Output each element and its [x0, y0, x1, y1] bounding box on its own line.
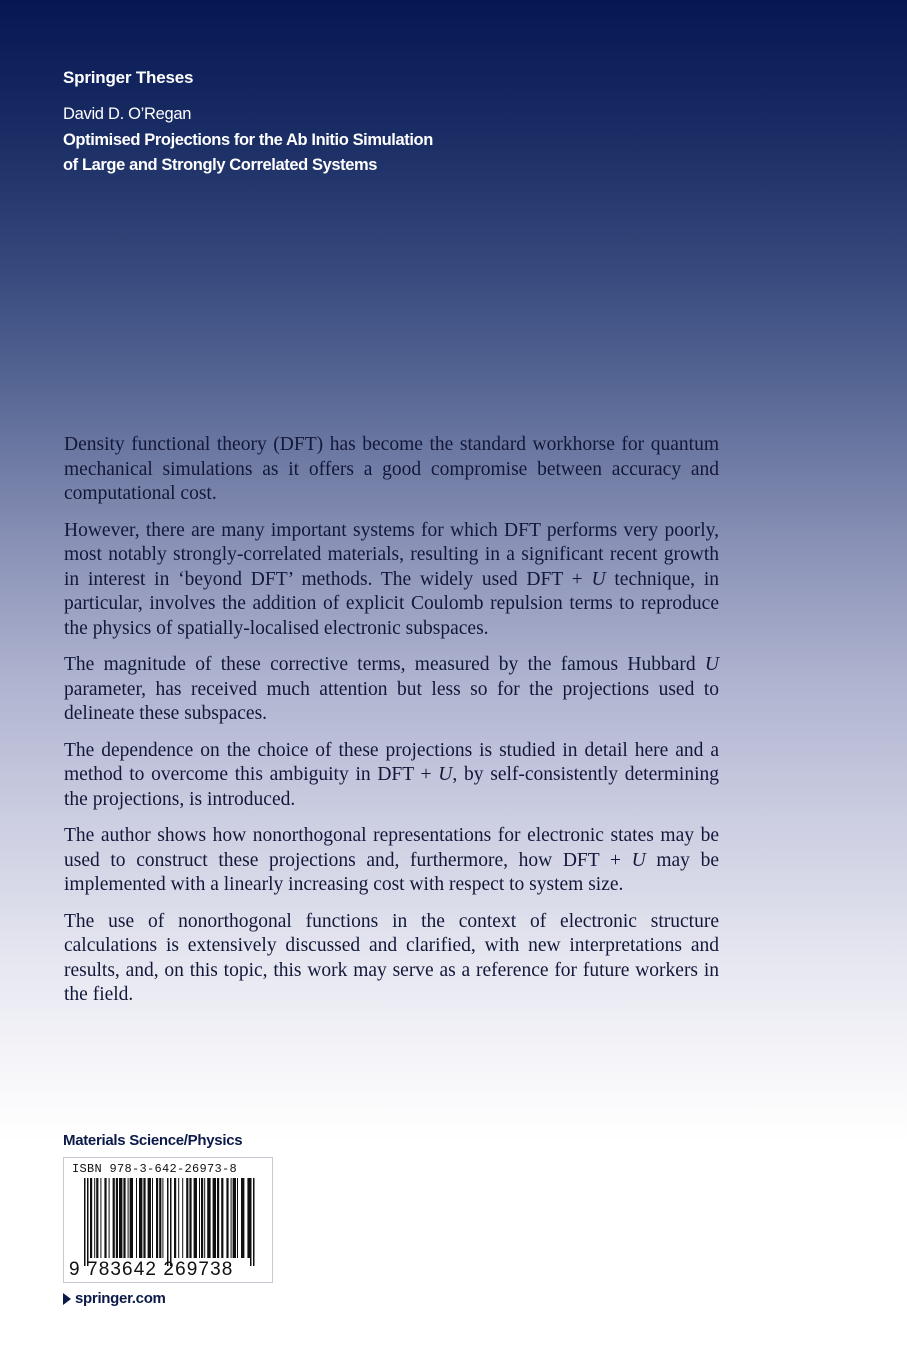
- barcode-bar: [253, 1178, 255, 1266]
- arrow-right-icon: [63, 1293, 71, 1305]
- barcode-bar: [116, 1178, 118, 1258]
- barcode-bar: [233, 1178, 236, 1258]
- book-title: [63, 128, 433, 178]
- blurb-paragraph-5: [64, 824, 719, 898]
- blurb-p4-text-a: The dependence on the choice of these projections is studied in detail here and a method to overcome this ambiguity in DFT +: [64, 739, 719, 785]
- barcode-bar: [217, 1178, 219, 1258]
- barcode-bar: [104, 1178, 106, 1258]
- book-title-line-1: Optimised Projections for the Ab Initio Simulation: [63, 131, 433, 149]
- barcode-bar: [109, 1178, 110, 1258]
- blurb-p4-symbol-u: U: [438, 764, 453, 785]
- barcode-bar: [189, 1178, 191, 1258]
- blurb-p5-symbol-u: U: [631, 849, 646, 871]
- website-link[interactable]: [63, 1290, 166, 1307]
- barcode-box: [63, 1157, 273, 1283]
- barcode-bar: [96, 1178, 98, 1258]
- barcode-bar: [113, 1178, 115, 1258]
- barcode-bar: [87, 1178, 89, 1266]
- blurb: [64, 433, 719, 1020]
- barcode-bar: [182, 1178, 183, 1258]
- book-title-line-2: of Large and Strongly Correlated Systems: [63, 156, 378, 174]
- barcode-bar: [170, 1178, 172, 1266]
- barcode-bar: [178, 1178, 179, 1258]
- blurb-paragraph-3: [64, 653, 719, 727]
- barcode-bar: [231, 1178, 232, 1258]
- blurb-paragraph-6: The use of nonorthogonal functions in the context of electronic structure calculations is extensively discussed and clarified, with new interpretations and results, and, on this topic, this work may serve as a reference for future workers in the field.: [64, 910, 719, 1005]
- barcode-bar: [167, 1178, 169, 1266]
- barcode-bar: [199, 1178, 200, 1258]
- barcode-bar: [159, 1178, 161, 1258]
- barcode-bar: [174, 1178, 176, 1258]
- barcode-bar: [119, 1178, 122, 1258]
- website-url[interactable]: springer.com: [75, 1290, 166, 1307]
- barcode-bar: [201, 1178, 203, 1258]
- barcode-bar: [152, 1178, 153, 1258]
- isbn-label: ISBN 978-3-642-26973-8: [72, 1162, 238, 1176]
- blurb-p2-text-b: technique, in particular, involves the addition of explicit Coulomb repulsion terms to reproduce the physics of spatially-localised electronic subspaces.: [64, 568, 720, 639]
- blurb-p3-symbol-u: U: [704, 654, 719, 675]
- blurb-paragraph-1: Density functional theory (DFT) has become the standard workhorse for quantum mechanical simulations as it offers a good compromise between accuracy and computational cost.: [64, 434, 719, 504]
- blurb-p4-text-b: , by self-consistently determining the projections, is introduced.: [64, 764, 719, 810]
- barcode-bar: [250, 1178, 252, 1266]
- barcode-bar: [130, 1178, 133, 1258]
- barcode-bar: [94, 1178, 95, 1258]
- blurb-p3-text-b: parameter, has received much attention but less so for the projections used to delineate these subspaces.: [64, 678, 719, 724]
- blurb-p2-text-a: However, there are many important systems for which DFT performs very poorly, most notably strongly-correlated materials, resulting in a significant recent growth in interest in ‘beyond DFT’ methods. The widely used DFT +: [64, 519, 719, 590]
- blurb-p5-text-b: may be implemented with a linearly increasing cost with respect to system size.: [64, 849, 719, 895]
- barcode-bar: [123, 1178, 125, 1258]
- barcode-digits: 9 783642 269738: [69, 1259, 234, 1280]
- barcode-bar: [241, 1178, 244, 1258]
- barcode-bar: [136, 1178, 137, 1258]
- barcode-bar: [148, 1178, 151, 1258]
- barcode-bar: [84, 1178, 86, 1266]
- subject-category: Materials Science/Physics: [63, 1132, 243, 1149]
- barcode-bar: [221, 1178, 223, 1258]
- barcode-bar: [204, 1178, 205, 1258]
- barcode-bar: [156, 1178, 158, 1258]
- blurb-paragraph-2: [64, 519, 719, 642]
- blurb-p3-text-a: The magnitude of these corrective terms, measured by the famous Hubbard: [64, 654, 705, 675]
- barcode-bar: [143, 1178, 145, 1258]
- series-name: Springer Theses: [63, 68, 194, 87]
- barcode-bar: [139, 1178, 142, 1258]
- blurb-p5-text-a: The author shows how nonorthogonal representations for electronic states may be used to construct these projections and, furthermore, how DFT +: [64, 825, 719, 871]
- barcode-bar: [100, 1178, 101, 1258]
- barcode-bar: [128, 1178, 129, 1258]
- barcode-bar: [226, 1178, 228, 1258]
- barcode-bar: [162, 1178, 163, 1258]
- barcode-bars: [84, 1178, 256, 1268]
- barcode-bar: [237, 1178, 238, 1258]
- barcode-bar: [90, 1178, 92, 1258]
- barcode-bar: [194, 1178, 197, 1258]
- blurb-p2-symbol-u: U: [591, 568, 606, 590]
- blurb-paragraph-4: [64, 739, 719, 813]
- barcode-bar: [207, 1178, 210, 1258]
- author-name: David D. O’Regan: [63, 105, 192, 123]
- barcode-bar: [186, 1178, 188, 1258]
- barcode-bar: [213, 1178, 216, 1258]
